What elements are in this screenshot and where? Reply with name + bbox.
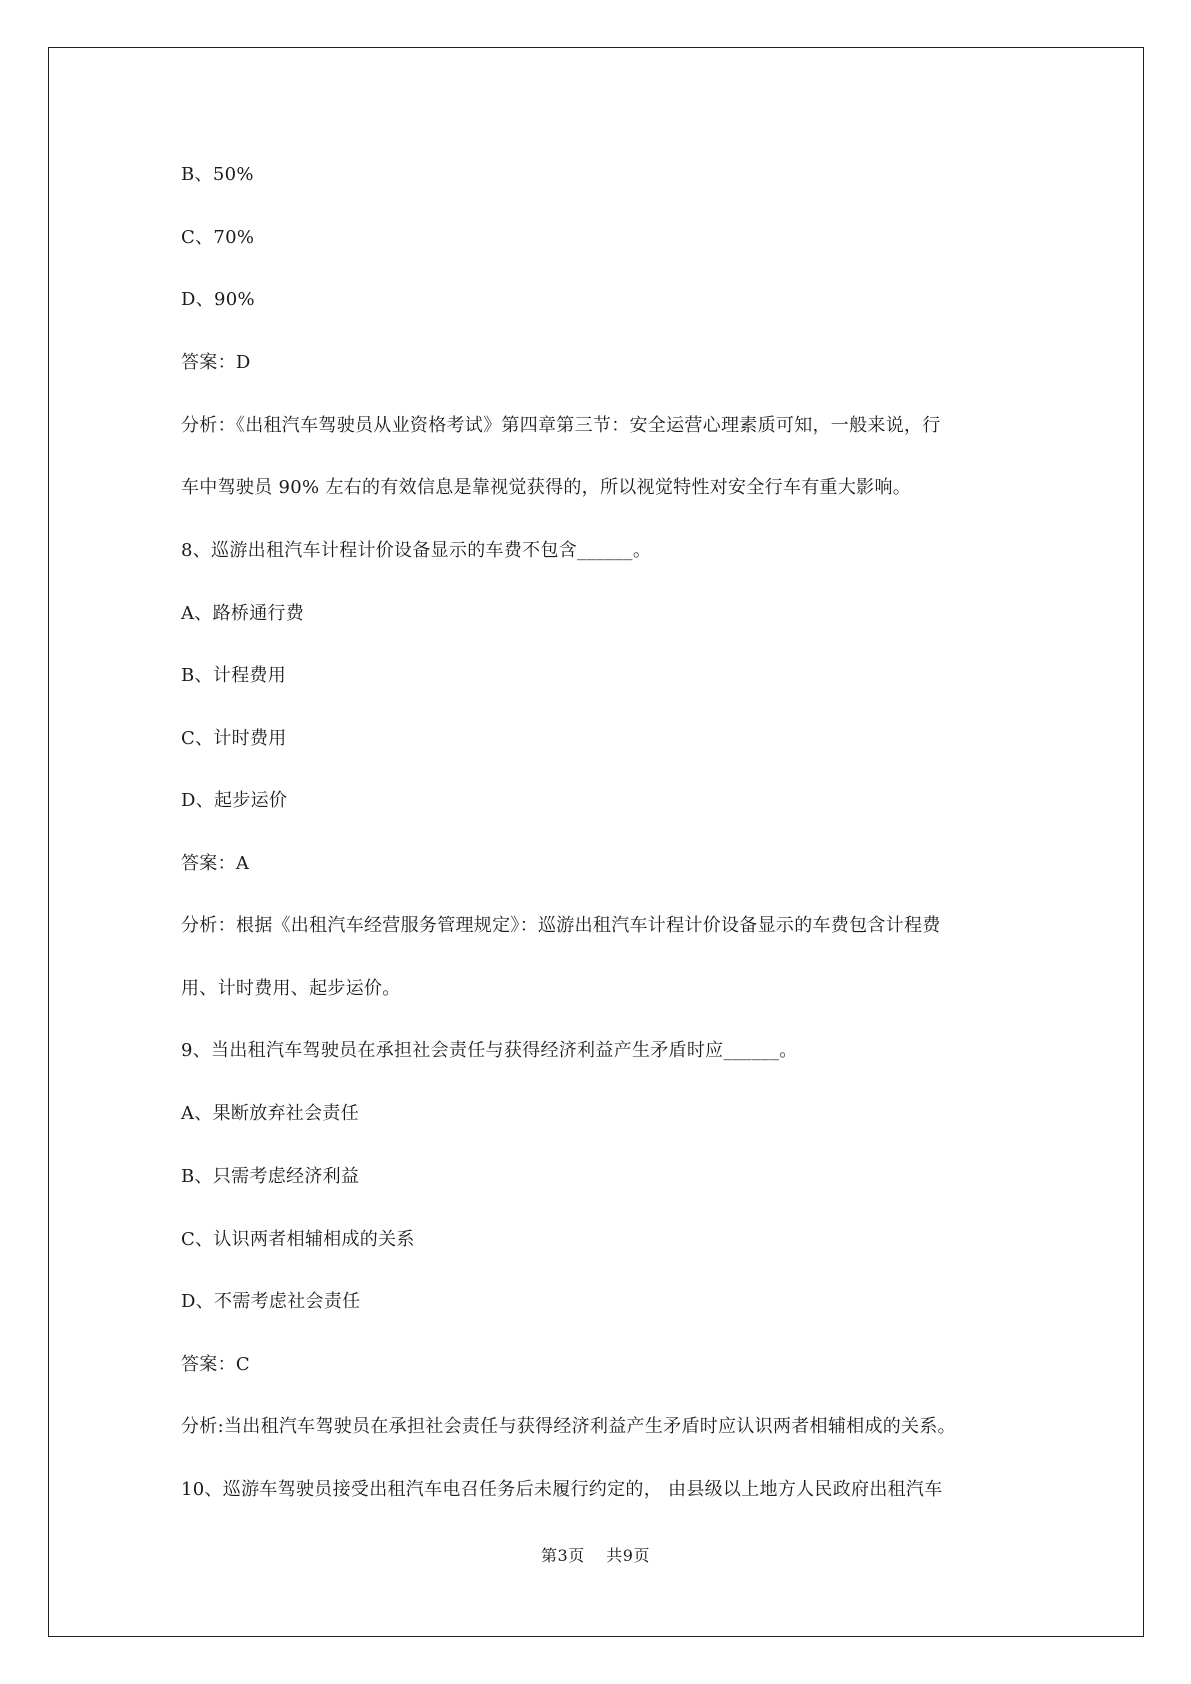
- answer-q8: 答案：A: [181, 853, 250, 874]
- option-c-q8: C、计时费用: [181, 728, 287, 749]
- option-c-q7: C、70%: [181, 227, 255, 248]
- option-a-q9: A、果断放弃社会责任: [181, 1103, 359, 1124]
- question-10: 10、巡游车驾驶员接受出租汽车电召任务后未履行约定的， 由县级以上地方人民政府出租汽车: [181, 1479, 943, 1500]
- page-total: 共9页: [606, 1546, 650, 1565]
- option-b-q9: B、只需考虑经济利益: [181, 1166, 360, 1187]
- option-d-q7: D、90%: [181, 289, 255, 310]
- page-number: 第3页: [541, 1546, 585, 1565]
- question-9: 9、当出租汽车驾驶员在承担社会责任与获得经济利益产生矛盾时应______。: [181, 1040, 798, 1061]
- analysis-q9: 分析:当出租汽车驾驶员在承担社会责任与获得经济利益产生矛盾时应认识两者相辅相成的关系。: [181, 1416, 956, 1437]
- analysis-q8-line2: 用、计时费用、起步运价。: [181, 978, 401, 999]
- option-b-q8: B、计程费用: [181, 665, 287, 686]
- analysis-q7-line1: 分析：《出租汽车驾驶员从业资格考试》第四章第三节：安全运营心理素质可知，一般来说，行: [181, 415, 941, 436]
- question-8: 8、巡游出租汽车计程计价设备显示的车费不包含______。: [181, 540, 652, 561]
- option-c-q9: C、认识两者相辅相成的关系: [181, 1229, 415, 1250]
- page-border: [48, 47, 1144, 1637]
- page-footer: [0, 1546, 1191, 1566]
- option-a-q8: A、路桥通行费: [181, 603, 305, 624]
- answer-q7: 答案：D: [181, 352, 251, 373]
- option-b-q7: B、50%: [181, 164, 254, 185]
- analysis-q7-line2: 车中驾驶员 90% 左右的有效信息是靠视觉获得的，所以视觉特性对安全行车有重大影响。: [181, 477, 912, 498]
- analysis-q8-line1: 分析：根据《出租汽车经营服务管理规定》：巡游出租汽车计程计价设备显示的车费包含计程费: [181, 915, 941, 936]
- option-d-q8: D、起步运价: [181, 790, 288, 811]
- answer-q9: 答案：C: [181, 1354, 250, 1375]
- option-d-q9: D、不需考虑社会责任: [181, 1291, 361, 1312]
